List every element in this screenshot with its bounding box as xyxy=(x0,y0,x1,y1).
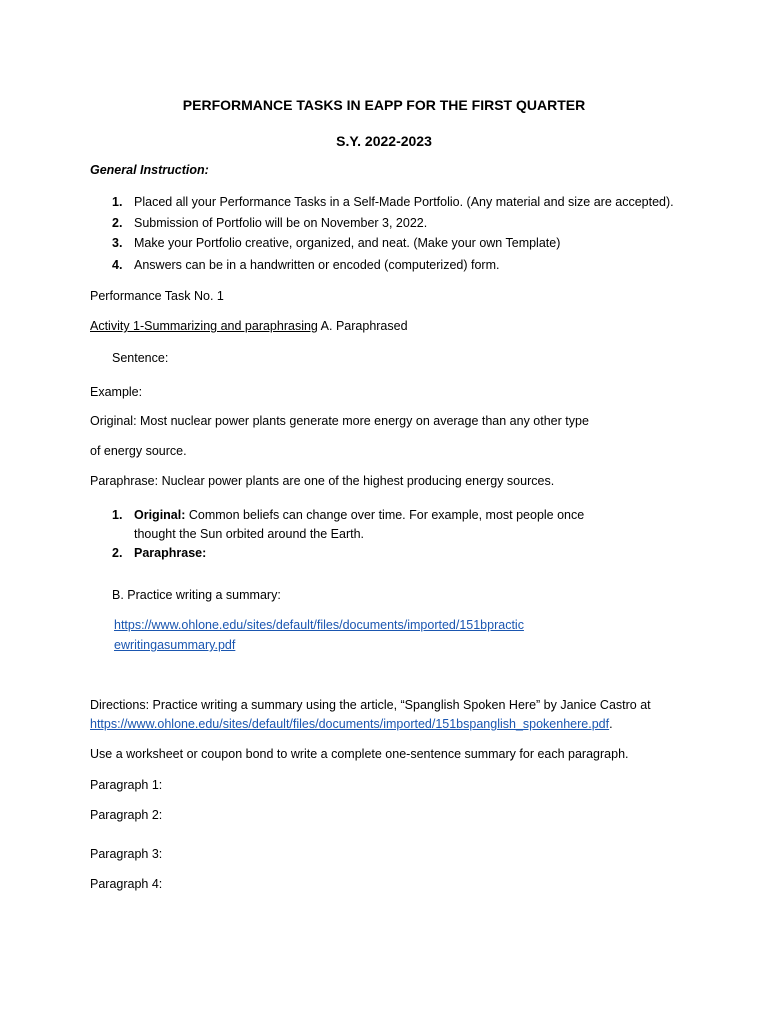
school-year: S.Y. 2022-2023 xyxy=(336,133,432,149)
instruction-text: Submission of Portfolio will be on November 3, 2022. xyxy=(134,216,428,230)
practice-link-line2[interactable]: ewritingasummary.pdf xyxy=(114,638,236,652)
instruction-item xyxy=(112,215,427,231)
exercise-number: 1. xyxy=(112,508,123,522)
activity-title: Activity 1-Summarizing and paraphrasing xyxy=(90,319,318,333)
original-example-continuation: of energy source. xyxy=(90,444,187,458)
directions-link-line xyxy=(90,716,613,732)
paragraph-label: Paragraph 2: xyxy=(90,808,163,822)
activity-part-a: A. Paraphrased xyxy=(317,319,408,333)
paragraph-label: Paragraph 1: xyxy=(90,778,163,792)
exercise-item xyxy=(112,545,206,561)
sentence-label: Sentence: xyxy=(112,351,169,365)
instruction-number: 3. xyxy=(112,236,123,250)
instruction-text: Make your Portfolio creative, organized, and neat. (Make your own Template) xyxy=(134,236,561,250)
activity-heading xyxy=(90,318,408,334)
exercise-number: 2. xyxy=(112,546,123,560)
paragraph-label: Paragraph 3: xyxy=(90,847,163,861)
document-title: PERFORMANCE TASKS IN EAPP FOR THE FIRST QUARTER xyxy=(182,97,586,113)
instruction-item xyxy=(112,194,674,210)
instruction-number: 2. xyxy=(112,216,123,230)
practice-link[interactable] xyxy=(114,637,235,653)
instruction-text: Placed all your Performance Tasks in a Self-Made Portfolio. (Any material and size are accepted). xyxy=(134,195,674,209)
practice-link-line1[interactable]: https://www.ohlone.edu/sites/default/files/documents/imported/151bpractic xyxy=(114,618,524,632)
instruction-number: 1. xyxy=(112,195,123,209)
task-label: Performance Task No. 1 xyxy=(90,289,224,303)
paragraph-label: Paragraph 4: xyxy=(90,877,163,891)
instruction-number: 4. xyxy=(112,258,123,272)
exercise-label: Paraphrase: xyxy=(134,546,207,560)
practice-link[interactable] xyxy=(114,617,524,633)
instruction-item xyxy=(112,235,560,251)
directions-text: Directions: Practice writing a summary using the article, “Spanglish Spoken Here” by Janice Castro at xyxy=(90,698,651,712)
worksheet-instruction: Use a worksheet or coupon bond to write a complete one-sentence summary for each paragraph. xyxy=(90,747,629,761)
exercise-item xyxy=(112,507,584,523)
exercise-label: Original: xyxy=(134,508,186,522)
general-instruction-label: General Instruction: xyxy=(90,163,209,177)
exercise-text: Common beliefs can change over time. For example, most people once xyxy=(185,508,585,522)
example-label: Example: xyxy=(90,385,143,399)
instruction-item xyxy=(112,257,499,273)
paraphrase-example: Paraphrase: Nuclear power plants are one of the highest producing energy sources. xyxy=(90,474,555,488)
original-example-line: Original: Most nuclear power plants generate more energy on average than any other type xyxy=(90,414,589,428)
instruction-text: Answers can be in a handwritten or encoded (computerized) form. xyxy=(134,258,500,272)
spanglish-article-link[interactable]: https://www.ohlone.edu/sites/default/files/documents/imported/151bspanglish_spokenhere.pdf xyxy=(90,717,610,731)
practice-summary-label: B. Practice writing a summary: xyxy=(112,588,281,602)
exercise-text-continuation: thought the Sun orbited around the Earth. xyxy=(134,527,365,541)
directions-period: . xyxy=(609,717,613,731)
